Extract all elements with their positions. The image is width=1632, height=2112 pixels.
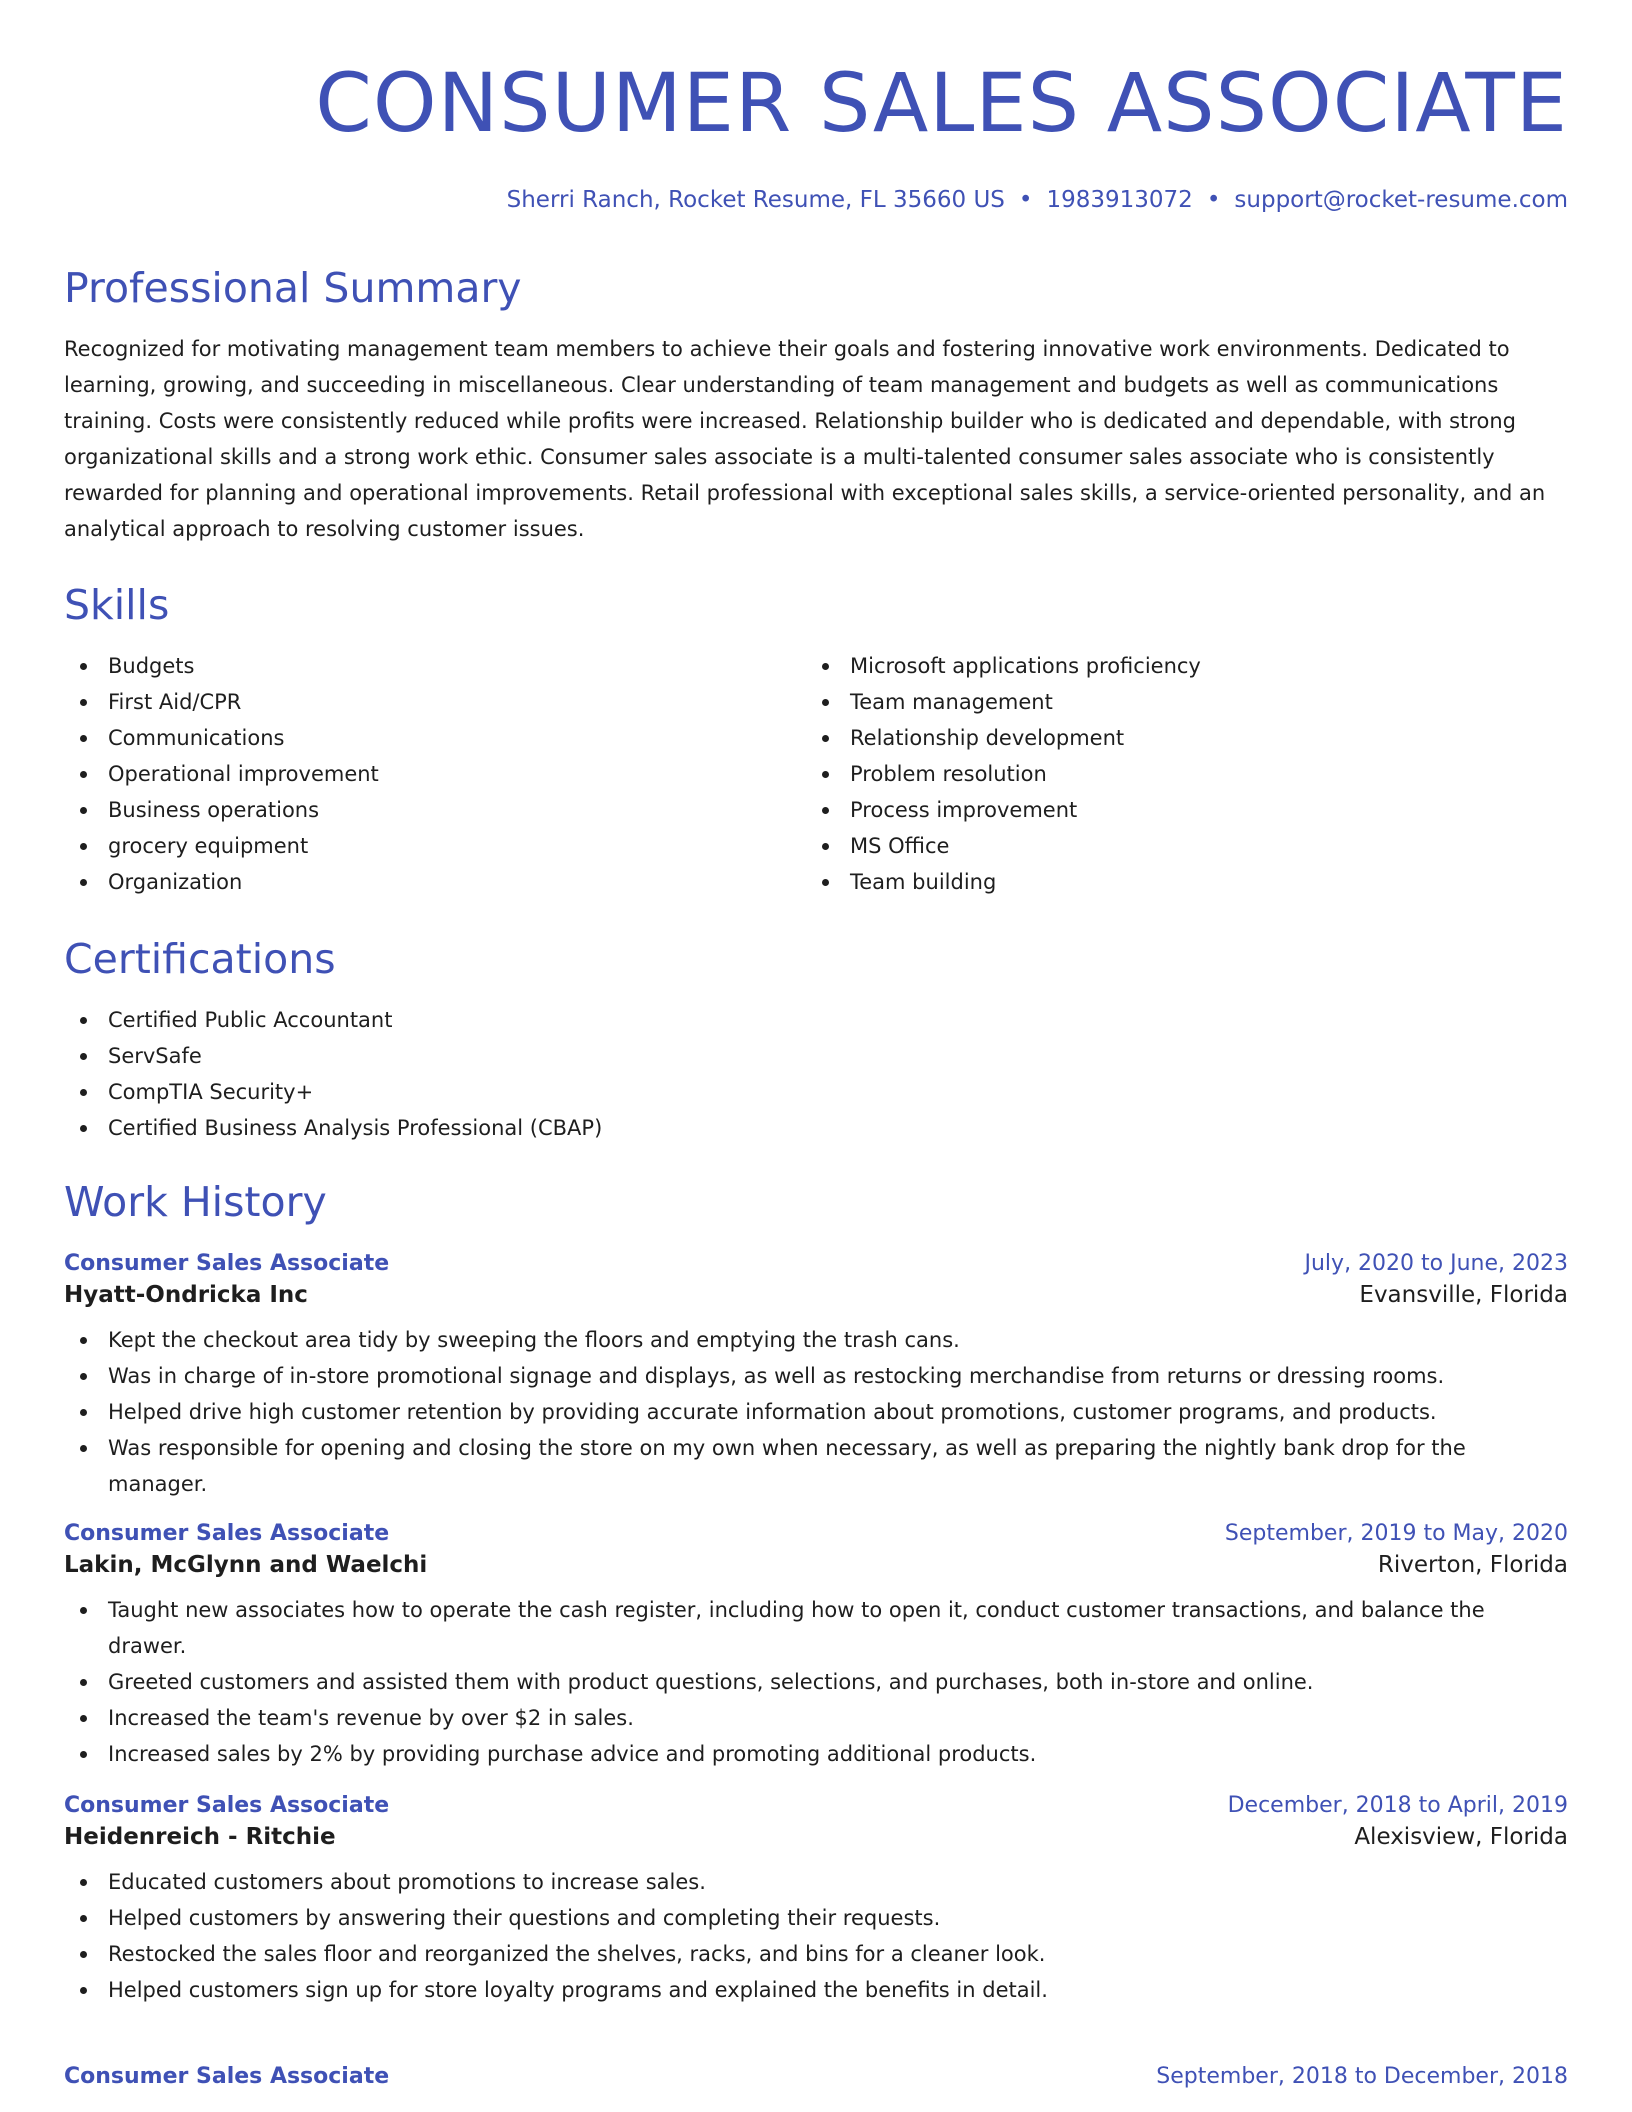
skills-column-right: [806, 648, 1548, 900]
job-dates: December, 2018 to April, 2019: [1227, 1793, 1568, 1818]
skill-item: grocery equipment: [64, 828, 806, 864]
resume-header: [64, 0, 1568, 215]
certification-item: ServSafe: [64, 1038, 1568, 1074]
job-duty: Educated customers about promotions to increase sales.: [64, 1864, 1568, 1900]
job-title: Consumer Sales Associate: [64, 1251, 390, 1276]
job-entry: [64, 2064, 1568, 2089]
certification-item: CompTIA Security+: [64, 1074, 1568, 1110]
skills-section: [64, 580, 1568, 900]
job-title: Consumer Sales Associate: [64, 2064, 390, 2089]
skills-columns: [64, 648, 1568, 900]
job-duty: Restocked the sales floor and reorganized the shelves, racks, and bins for a cleaner look.: [64, 1936, 1568, 1972]
skills-list-left: [64, 648, 806, 900]
job-duty: Taught new associates how to operate the cash register, including how to open it, conduct customer transactions, and balance the drawer.: [64, 1592, 1568, 1664]
summary-section: [64, 263, 1568, 547]
job-title: Consumer Sales Associate: [64, 1793, 390, 1818]
job-duty: Was responsible for opening and closing the store on my own when necessary, as well as preparing the nightly bank drop for the manager.: [64, 1430, 1568, 1502]
job-company: Heidenreich - Ritchie: [64, 1824, 336, 1850]
skill-item: Organization: [64, 864, 806, 900]
skill-item: Process improvement: [806, 792, 1548, 828]
skill-item: Business operations: [64, 792, 806, 828]
job-duty: Helped drive high customer retention by providing accurate information about promotions, customer programs, and products.: [64, 1394, 1568, 1430]
skill-item: First Aid/CPR: [64, 684, 806, 720]
job-duty: Kept the checkout area tidy by sweeping the floors and emptying the trash cans.: [64, 1322, 1568, 1358]
job-entry: [64, 1793, 1568, 2008]
job-dates: July, 2020 to June, 2023: [1304, 1251, 1568, 1276]
job-header-row: [64, 1793, 1568, 1818]
job-duty: Helped customers by answering their questions and completing their requests.: [64, 1900, 1568, 1936]
skill-item: Team management: [806, 684, 1548, 720]
job-company-row: [64, 1824, 1568, 1850]
job-company-row: [64, 1282, 1568, 1308]
job-header-row: [64, 1251, 1568, 1276]
contact-email[interactable]: support@rocket-resume.com: [1234, 187, 1568, 213]
skill-item: Communications: [64, 720, 806, 756]
contact-separator: •: [1018, 187, 1033, 213]
job-entry: [64, 1521, 1568, 1772]
job-duties-list: [64, 1864, 1568, 2008]
job-entry: [64, 1251, 1568, 1502]
certification-item: Certified Public Accountant: [64, 1002, 1568, 1038]
skill-item: Problem resolution: [806, 756, 1548, 792]
work-section: [64, 1177, 1568, 1227]
job-location: Evansville, Florida: [1359, 1282, 1568, 1308]
job-duty: Was in charge of in-store promotional signage and displays, as well as restocking merchandise from returns or dressing rooms.: [64, 1358, 1568, 1394]
job-header-row: [64, 2064, 1568, 2089]
work-heading: Work History: [64, 1178, 327, 1226]
job-dates: September, 2018 to December, 2018: [1156, 2064, 1568, 2089]
certifications-section: [64, 934, 1568, 1146]
job-title: Consumer Sales Associate: [64, 1521, 390, 1546]
job-dates: September, 2019 to May, 2020: [1224, 1521, 1568, 1546]
skills-heading: Skills: [64, 581, 170, 629]
job-duty: Increased sales by 2% by providing purchase advice and promoting additional products.: [64, 1736, 1568, 1772]
job-duties-list: [64, 1592, 1568, 1772]
resume-page: [64, 0, 1568, 2089]
certifications-heading: Certifications: [64, 935, 336, 983]
skill-item: Relationship development: [806, 720, 1548, 756]
job-duty: Helped customers sign up for store loyalty programs and explained the benefits in detail.: [64, 1972, 1568, 2008]
certification-item: Certified Business Analysis Professional (CBAP): [64, 1110, 1568, 1146]
contact-separator: •: [1206, 187, 1221, 213]
job-location: Alexisview, Florida: [1354, 1824, 1568, 1850]
certifications-list: [64, 1002, 1568, 1146]
skill-item: Budgets: [64, 648, 806, 684]
skill-item: Microsoft applications proficiency: [806, 648, 1548, 684]
job-header-row: [64, 1521, 1568, 1546]
skill-item: MS Office: [806, 828, 1548, 864]
skills-column-left: [64, 648, 806, 900]
contact-line: [64, 185, 1568, 215]
summary-text: Recognized for motivating management team members to achieve their goals and fostering innovative work environments. Dedicated to learning, growing, and succeeding in miscellaneous. Clear understanding of team management and budgets as well as communications training. Costs were consistently reduced while profits were increased. Relationship builder who is dedicated and dependable, with strong organizational skills and a strong work ethic. Consumer sales associate is a multi-talented consumer sales associate who is consistently rewarded for planning and operational improvements. Retail professional with exceptional sales skills, a service-oriented personality, and an analytical approach to resolving customer issues.: [64, 337, 1546, 541]
job-company: Hyatt-Ondricka Inc: [64, 1282, 308, 1308]
job-duty: Greeted customers and assisted them with product questions, selections, and purchases, both in-store and online.: [64, 1664, 1568, 1700]
job-location: Riverton, Florida: [1377, 1552, 1568, 1578]
job-duties-list: [64, 1322, 1568, 1502]
skill-item: Operational improvement: [64, 756, 806, 792]
skill-item: Team building: [806, 864, 1548, 900]
job-duty: Increased the team's revenue by over $2 in sales.: [64, 1700, 1568, 1736]
skills-list-right: [806, 648, 1548, 900]
job-company-row: [64, 1552, 1568, 1578]
job-company: Lakin, McGlynn and Waelchi: [64, 1552, 428, 1578]
summary-heading: Professional Summary: [64, 264, 522, 312]
contact-phone: 1983913072: [1046, 187, 1193, 213]
contact-address: Sherri Ranch, Rocket Resume, FL 35660 US: [506, 187, 1005, 213]
page-title: CONSUMER SALES ASSOCIATE: [315, 57, 1568, 151]
